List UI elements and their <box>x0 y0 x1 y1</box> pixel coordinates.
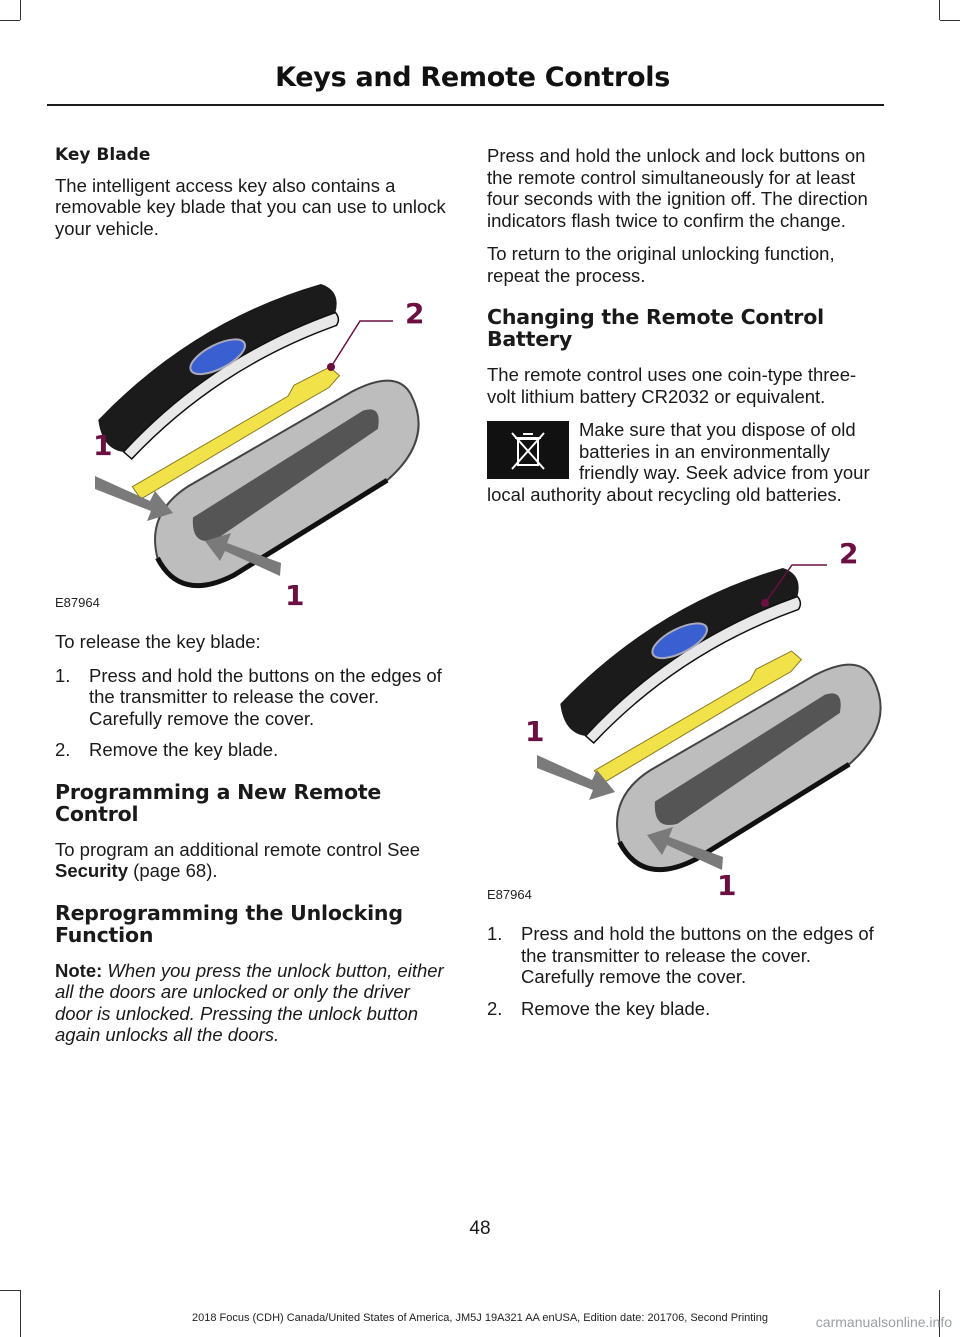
dispose-notice <box>487 419 882 505</box>
left-column <box>55 145 450 1058</box>
step-number: 2. <box>487 997 503 1019</box>
note <box>55 960 450 1046</box>
callout-1-left: 1 <box>93 429 113 462</box>
title-divider <box>47 104 884 106</box>
step-text: Remove the key blade. <box>521 997 711 1019</box>
security-link[interactable]: Security <box>55 860 129 881</box>
callout-2: 2 <box>405 297 425 330</box>
step-text: Press and hold the buttons on the edges of the transmitter to release the cover. Carefully remove the cover. <box>89 664 442 729</box>
battery-heading: Changing the Remote Control Battery <box>487 305 824 351</box>
step-text: Press and hold the buttons on the edges of the transmitter to release the cover. Carefully remove the cover. <box>521 923 874 987</box>
watermark[interactable]: carmanualsonline.info <box>815 1314 952 1330</box>
note-text: When you press the unlock button, either all the doors are unlocked or only the driver door is unlocked. Pressing the unlock button again unlocks all the doors. <box>55 959 444 1045</box>
release-intro: To release the key blade: <box>55 631 261 652</box>
press-hold-text: Press and hold the unlock and lock buttons on the remote control simultaneously for at least four seconds with the ignition off. The direction indicators flash twice to confirm the change. <box>487 145 868 231</box>
recycle-bin-crossed-icon <box>487 421 569 479</box>
callout-1-bottom: 1 <box>285 579 305 612</box>
callout-1-left: 1 <box>525 715 545 748</box>
note-label: Note: <box>55 959 103 981</box>
page-number: 48 <box>469 1218 491 1239</box>
battery-figure <box>487 525 882 905</box>
crop-mark <box>20 0 21 20</box>
callout-1-bottom: 1 <box>717 869 737 902</box>
key-blade-text: The intelligent access key also contains a removable key blade that you can use to unlock your vehicle. <box>55 174 446 239</box>
list-item <box>487 998 882 1020</box>
list-item <box>55 739 450 761</box>
step-number: 1. <box>55 664 71 686</box>
return-text: To return to the original unlocking function, repeat the process. <box>487 243 835 286</box>
battery-text: The remote control uses one coin-type three-volt lithium battery CR2032 or equivalent. <box>487 364 857 407</box>
reprogramming-heading: Reprogramming the Unlocking Function <box>55 900 403 947</box>
programming-text-1: To program an additional remote control See <box>55 838 421 860</box>
callout-2: 2 <box>839 537 859 570</box>
crop-mark <box>940 20 960 21</box>
dispose-text: Make sure that you dispose of old batteries in an environmentally friendly way. Seek advice from your local authority about recycling old batteries. <box>487 419 870 505</box>
battery-steps <box>487 923 882 1019</box>
release-steps <box>55 665 450 761</box>
figure-code: E87964 <box>55 594 100 610</box>
step-text: Remove the key blade. <box>89 739 279 760</box>
programming-heading: Programming a New Remote Control <box>55 779 382 826</box>
step-number: 1. <box>487 923 503 944</box>
step-number: 2. <box>55 739 71 760</box>
list-item <box>55 665 450 730</box>
key-blade-heading: Key Blade <box>55 145 151 165</box>
page-title: Keys and Remote Controls <box>275 62 670 93</box>
key-blade-figure <box>55 251 450 613</box>
crop-mark <box>939 0 940 20</box>
right-column <box>487 145 882 1031</box>
figure-code: E87964 <box>487 886 532 902</box>
programming-text <box>55 839 450 882</box>
key-fob-illustration <box>487 525 882 905</box>
list-item <box>487 923 882 988</box>
crop-mark <box>0 20 20 21</box>
crop-mark <box>0 1290 20 1291</box>
footer-edition: 2018 Focus (CDH) Canada/United States of America, JM5J 19A321 AA enUSA, Edition date: 201706, Second Printing <box>191 1312 768 1324</box>
programming-text-2: (page 68). <box>128 860 218 881</box>
key-fob-illustration <box>55 251 450 613</box>
